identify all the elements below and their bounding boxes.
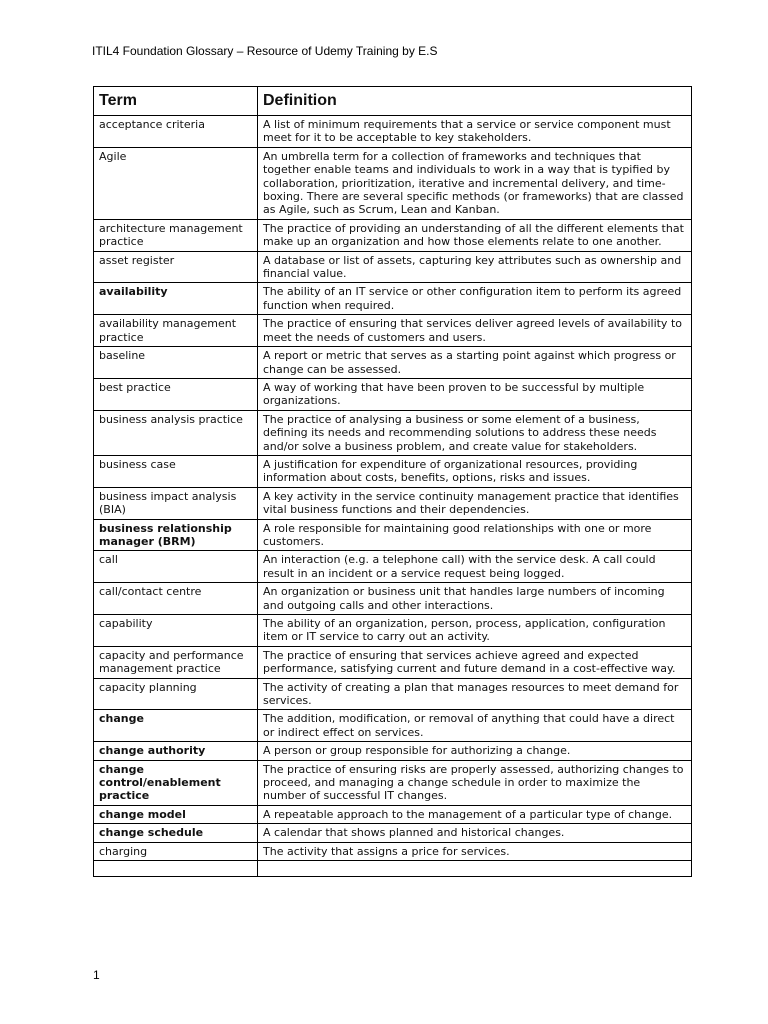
- term-cell: capacity planning: [94, 678, 258, 710]
- table-row: [94, 147, 692, 219]
- table-header-row: [94, 87, 692, 116]
- definition-cell: The activity of creating a plan that manages resources to meet demand for services.: [258, 678, 692, 710]
- definition-cell: A way of working that have been proven to be successful by multiple organizations.: [258, 378, 692, 410]
- definition-cell: An umbrella term for a collection of frameworks and techniques that together enable teams and individuals to work in a way that is typified by collaboration, prioritization, iterative and incremental delivery, and time-boxing. There are several specific methods (or frameworks) that are classed as Agile, such as Scrum, Lean and Kanban.: [258, 147, 692, 219]
- term-cell: capability: [94, 615, 258, 647]
- definition-cell: An organization or business unit that handles large numbers of incoming and outgoing calls and other interactions.: [258, 583, 692, 615]
- definition-cell: The activity that assigns a price for services.: [258, 842, 692, 860]
- term-cell: baseline: [94, 347, 258, 379]
- term-cell: change: [94, 710, 258, 742]
- definition-cell: A justification for expenditure of organizational resources, providing information about costs, benefits, options, risks and issues.: [258, 455, 692, 487]
- table-row: [94, 519, 692, 551]
- table-row: [94, 583, 692, 615]
- term-cell: business case: [94, 455, 258, 487]
- table-row: [94, 615, 692, 647]
- definition-cell: The practice of ensuring risks are properly assessed, authorizing changes to proceed, and managing a change schedule in order to maximize the number of successful IT changes.: [258, 760, 692, 805]
- term-cell: call/contact centre: [94, 583, 258, 615]
- table-row: [94, 646, 692, 678]
- definition-cell: A report or metric that serves as a starting point against which progress or change can be assessed.: [258, 347, 692, 379]
- term-cell: acceptance criteria: [94, 116, 258, 148]
- table-row: [94, 551, 692, 583]
- definition-cell: A key activity in the service continuity management practice that identifies vital business functions and their dependencies.: [258, 487, 692, 519]
- term-cell: change control/enablement practice: [94, 760, 258, 805]
- term-cell: availability: [94, 283, 258, 315]
- definition-cell: The ability of an IT service or other configuration item to perform its agreed function when required.: [258, 283, 692, 315]
- document-header: ITIL4 Foundation Glossary – Resource of Udemy Training by E.S: [92, 44, 438, 58]
- table-row: [94, 455, 692, 487]
- table-row: [94, 710, 692, 742]
- table-row: [94, 678, 692, 710]
- page-number: 1: [93, 968, 100, 982]
- term-cell: change schedule: [94, 824, 258, 842]
- definition-cell: A person or group responsible for authorizing a change.: [258, 742, 692, 760]
- empty-cell: [94, 861, 258, 877]
- term-cell: business relationship manager (BRM): [94, 519, 258, 551]
- definition-cell: The practice of ensuring that services achieve agreed and expected performance, satisfying current and future demand in a cost-effective way.: [258, 646, 692, 678]
- definition-cell: The ability of an organization, person, process, application, configuration item or IT service to carry out an activity.: [258, 615, 692, 647]
- table-row: [94, 760, 692, 805]
- definition-cell: A list of minimum requirements that a service or service component must meet for it to be acceptable to key stakeholders.: [258, 116, 692, 148]
- table-row: [94, 283, 692, 315]
- term-cell: change authority: [94, 742, 258, 760]
- empty-row: [94, 861, 692, 877]
- definition-cell: The practice of providing an understanding of all the different elements that make up an organization and how those elements relate to one another.: [258, 219, 692, 251]
- table-row: [94, 487, 692, 519]
- term-cell: availability management practice: [94, 315, 258, 347]
- table-row: [94, 347, 692, 379]
- definition-cell: A repeatable approach to the management of a particular type of change.: [258, 805, 692, 823]
- term-cell: call: [94, 551, 258, 583]
- table-row: [94, 824, 692, 842]
- term-cell: change model: [94, 805, 258, 823]
- table-row: [94, 378, 692, 410]
- definition-cell: An interaction (e.g. a telephone call) with the service desk. A call could result in an incident or a service request being logged.: [258, 551, 692, 583]
- definition-cell: A role responsible for maintaining good relationships with one or more customers.: [258, 519, 692, 551]
- column-header-definition: Definition: [258, 87, 692, 116]
- term-cell: capacity and performance management practice: [94, 646, 258, 678]
- table-row: [94, 251, 692, 283]
- glossary-table: [93, 86, 692, 877]
- table-row: [94, 219, 692, 251]
- definition-cell: A database or list of assets, capturing key attributes such as ownership and financial value.: [258, 251, 692, 283]
- term-cell: business analysis practice: [94, 410, 258, 455]
- term-cell: charging: [94, 842, 258, 860]
- table-row: [94, 842, 692, 860]
- table-row: [94, 742, 692, 760]
- definition-cell: The addition, modification, or removal of anything that could have a direct or indirect effect on services.: [258, 710, 692, 742]
- term-cell: best practice: [94, 378, 258, 410]
- column-header-term: Term: [94, 87, 258, 116]
- glossary-body: [94, 116, 692, 877]
- definition-cell: The practice of ensuring that services deliver agreed levels of availability to meet the needs of customers and users.: [258, 315, 692, 347]
- definition-cell: A calendar that shows planned and historical changes.: [258, 824, 692, 842]
- definition-cell: The practice of analysing a business or some element of a business, defining its needs and recommending solutions to address these needs and/or solve a business problem, and create value for stakeholders.: [258, 410, 692, 455]
- term-cell: architecture management practice: [94, 219, 258, 251]
- table-row: [94, 116, 692, 148]
- term-cell: business impact analysis (BIA): [94, 487, 258, 519]
- table-row: [94, 805, 692, 823]
- empty-cell: [258, 861, 692, 877]
- term-cell: Agile: [94, 147, 258, 219]
- table-row: [94, 410, 692, 455]
- table-row: [94, 315, 692, 347]
- term-cell: asset register: [94, 251, 258, 283]
